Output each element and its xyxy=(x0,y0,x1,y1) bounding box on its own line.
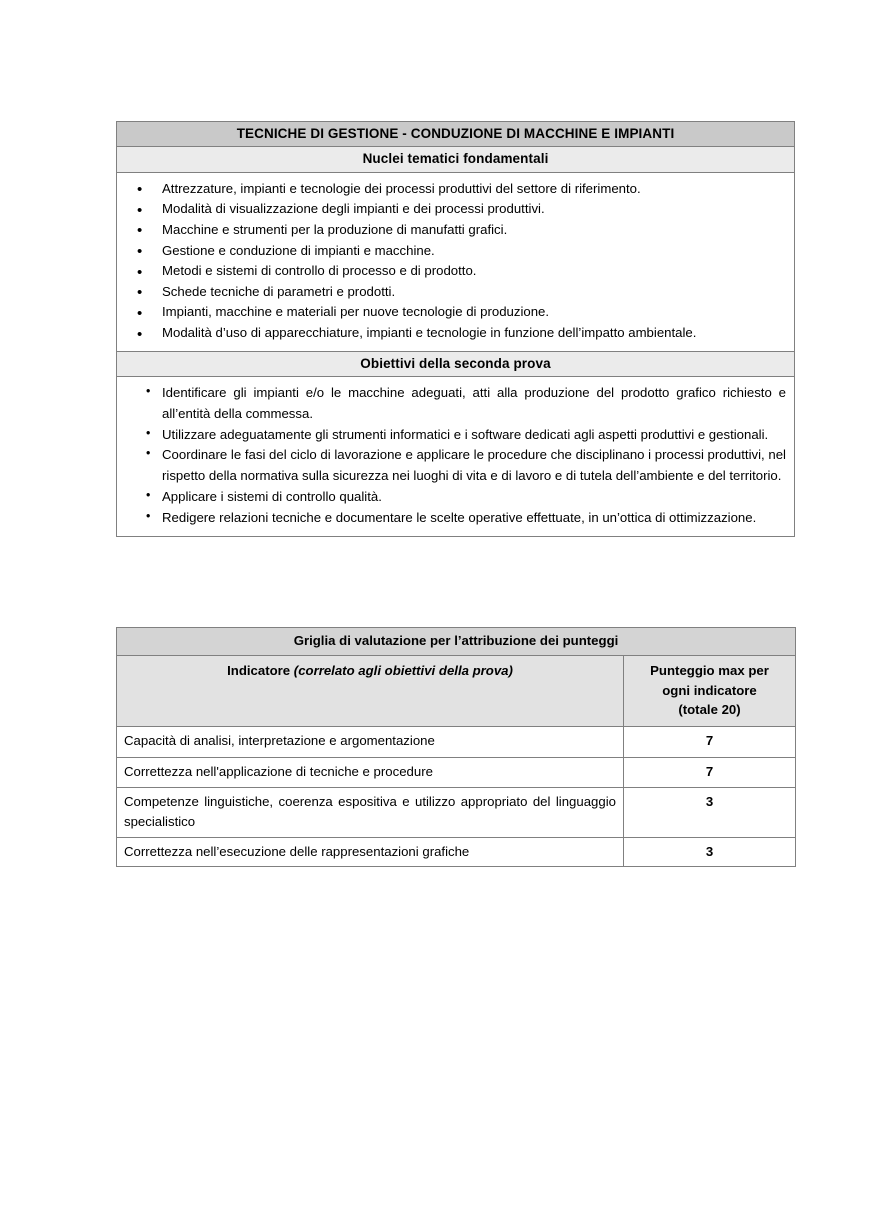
subject-competences-table xyxy=(116,121,795,537)
obiettivi-heading: Obiettivi della seconda prova xyxy=(117,351,795,376)
obiettivi-list-row xyxy=(117,377,795,536)
indicator-cell: Capacità di analisi, interpretazione e argomentazione xyxy=(117,727,624,758)
grading-title: Griglia di valutazione per l’attribuzione dei punteggi xyxy=(117,628,796,656)
table-row xyxy=(117,758,796,788)
subject-title-row xyxy=(117,122,795,147)
grading-header-score-line2: ogni indicatore xyxy=(662,682,757,698)
list-item: • Modalità d’uso di apparecchiature, impianti e tecnologie in funzione dell’impatto ambientale. xyxy=(125,323,786,344)
obiettivi-list-cell xyxy=(117,377,795,536)
nuclei-heading: Nuclei tematici fondamentali xyxy=(117,147,795,172)
list-item: • Schede tecniche di parametri e prodotti. xyxy=(125,282,786,303)
grading-header-score-line3: (totale 20) xyxy=(678,702,741,718)
obiettivi-heading-row xyxy=(117,351,795,376)
list-item: • Applicare i sistemi di controllo qualità. xyxy=(125,487,786,508)
grading-header-row xyxy=(117,655,796,726)
obiettivi-list xyxy=(125,383,786,528)
indicator-cell: Competenze linguistiche, coerenza espositiva e utilizzo appropriato del linguaggio specialistico xyxy=(117,787,624,837)
score-cell: 7 xyxy=(624,758,796,788)
list-item: • Gestione e conduzione di impianti e macchine. xyxy=(125,241,786,262)
list-item: • Utilizzare adeguatamente gli strumenti informatici e i software dedicati agli aspetti produttivi e gestionali. xyxy=(125,425,786,446)
grading-header-indicator-label: Indicatore xyxy=(227,662,291,678)
score-cell: 3 xyxy=(624,787,796,837)
table-row xyxy=(117,787,796,837)
nuclei-heading-row xyxy=(117,147,795,172)
list-item: • Impianti, macchine e materiali per nuove tecnologie di produzione. xyxy=(125,302,786,323)
score-cell: 3 xyxy=(624,837,796,867)
grading-header-indicator-note: (correlato agli obiettivi della prova) xyxy=(293,662,513,678)
list-item: • Modalità di visualizzazione degli impianti e dei processi produttivi. xyxy=(125,199,786,220)
indicator-cell: Correttezza nell’esecuzione delle rappresentazioni grafiche xyxy=(117,837,624,867)
list-item: • Macchine e strumenti per la produzione di manufatti grafici. xyxy=(125,220,786,241)
table-row xyxy=(117,837,796,867)
nuclei-list xyxy=(125,179,786,344)
grading-title-row xyxy=(117,628,796,656)
nuclei-list-cell xyxy=(117,172,795,351)
list-item: • Coordinare le fasi del ciclo di lavorazione e applicare le procedure che disciplinano i processi produttivi, nel rispetto della normativa sulla sicurezza nei luoghi di vita e di lavoro e di tutela dell’ambiente e del territorio. xyxy=(125,445,786,487)
list-item: • Identificare gli impianti e/o le macchine adeguati, atti alla produzione del prodotto grafico richiesto e all’entità della commessa. xyxy=(125,383,786,425)
list-item: • Metodi e sistemi di controllo di processo e di prodotto. xyxy=(125,261,786,282)
table-row xyxy=(117,727,796,758)
grading-header-indicator xyxy=(117,655,624,726)
grading-header-score xyxy=(624,655,796,726)
score-cell: 7 xyxy=(624,727,796,758)
list-item: • Attrezzature, impianti e tecnologie dei processi produttivi del settore di riferimento. xyxy=(125,179,786,200)
indicator-cell: Correttezza nell'applicazione di tecniche e procedure xyxy=(117,758,624,788)
subject-title: TECNICHE DI GESTIONE - CONDUZIONE DI MACCHINE E IMPIANTI xyxy=(117,122,795,147)
nuclei-list-row xyxy=(117,172,795,351)
grading-header-score-line1: Punteggio max per xyxy=(650,662,769,678)
list-item: • Redigere relazioni tecniche e documentare le scelte operative effettuate, in un’ottica di ottimizzazione. xyxy=(125,508,786,529)
grading-grid-table xyxy=(116,627,796,867)
